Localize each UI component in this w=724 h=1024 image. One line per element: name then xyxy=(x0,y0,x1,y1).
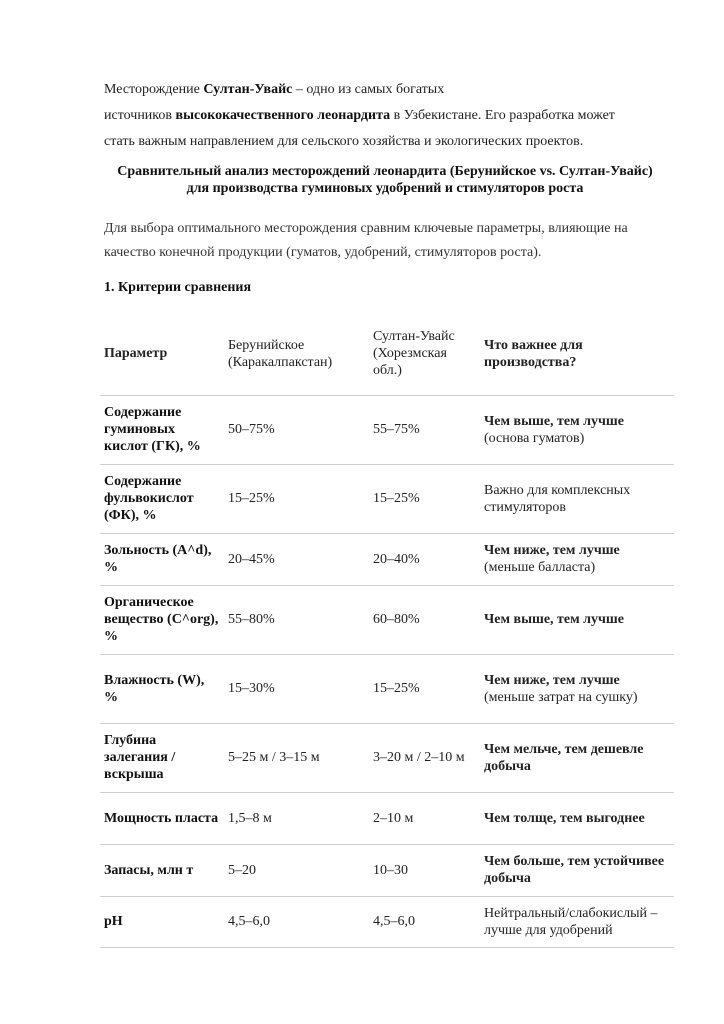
heading-line-1: Сравнительный анализ месторождений леонардита (Берунийское vs. Султан-Увайс) xyxy=(117,164,653,179)
sultan-value-cell: 15–25% xyxy=(373,491,420,506)
beruni-value-cell: 20–45% xyxy=(228,551,275,567)
header-sultan-uvais: Султан-Увайс (Хорезмская обл.) xyxy=(373,329,455,379)
heading-line-2: для производства гуминовых удобрений и стимуляторов роста xyxy=(186,181,584,196)
table-row xyxy=(100,533,674,585)
importance-cell xyxy=(480,896,674,947)
importance-note: (основа гуматов) xyxy=(484,430,585,446)
beruni-value-cell: 50–75% xyxy=(228,422,275,437)
sultan-value-cell: 4,5–6,0 xyxy=(373,914,415,929)
beruni-value-cell: 15–30% xyxy=(228,681,275,696)
beruni-value-cell: 4,5–6,0 xyxy=(228,914,270,929)
sultan-value-cell: 10–30 xyxy=(373,862,408,878)
sultan-value-cell: 3–20 м / 2–10 м xyxy=(373,750,465,765)
beruni-value-cell: 1,5–8 м xyxy=(228,810,272,826)
parameter-cell: Содержание фульвокислот (ФК), % xyxy=(104,474,194,523)
importance-emphasis: Чем мельче, тем дешевле добыча xyxy=(484,741,644,774)
intro-bold-leonardite: высококачественного леонардита xyxy=(175,108,391,123)
intro-text: стать важным направлением для сельского хозяйства и экологических проектов. xyxy=(104,134,584,149)
table-row xyxy=(100,395,674,464)
parameter-cell: Влажность (W), % xyxy=(104,672,205,705)
beruni-value-cell: 5–25 м / 3–15 м xyxy=(228,750,320,765)
parameter-cell: Зольность (A^d), % xyxy=(104,543,212,575)
header-importance: Что важнее для производства? xyxy=(484,337,583,370)
table-row xyxy=(100,585,674,654)
comparison-table xyxy=(100,313,674,948)
beruni-value-cell: 5–20 xyxy=(228,862,256,878)
table-body xyxy=(100,395,674,947)
importance-cell xyxy=(480,844,674,896)
parameter-cell: Глубина залегания / вскрыша xyxy=(104,733,176,782)
body-paragraph: Для выбора оптимального месторождения сравним ключевые параметры, влияющие на качество конечной продукции (гуматов, удобрений, стимуляторов роста). xyxy=(104,221,628,260)
sultan-value-cell: 2–10 м xyxy=(373,810,414,826)
importance-emphasis: Чем ниже, тем лучше xyxy=(484,672,620,688)
importance-note: Важно для комплексных стимуляторов xyxy=(484,482,631,515)
importance-cell xyxy=(480,585,674,654)
parameter-cell: Органическое вещество (C^org), % xyxy=(104,595,219,644)
header-parameter: Параметр xyxy=(104,346,168,362)
table-row xyxy=(100,844,674,896)
intro-text: в Узбекистане. Его разработка может xyxy=(390,108,615,123)
importance-cell xyxy=(480,792,674,844)
importance-cell xyxy=(480,464,674,533)
table-row xyxy=(100,896,674,947)
parameter-cell: Мощность пласта xyxy=(104,810,219,826)
importance-cell xyxy=(480,395,674,464)
intro-text: Месторождение xyxy=(104,82,204,97)
table-row xyxy=(100,654,674,723)
importance-note: Нейтральный/слабокислый – лучше для удобрений xyxy=(484,905,658,938)
importance-note: (меньше балласта) xyxy=(484,560,596,575)
table-row xyxy=(100,464,674,533)
intro-text: источников xyxy=(104,108,176,123)
importance-emphasis: Чем больше, тем устойчивее добыча xyxy=(484,854,665,886)
intro-paragraph xyxy=(104,77,674,155)
table-row xyxy=(100,723,674,792)
parameter-cell: Запасы, млн т xyxy=(104,862,194,878)
sultan-value-cell: 55–75% xyxy=(373,422,420,437)
importance-cell xyxy=(480,654,674,723)
importance-cell xyxy=(480,533,674,585)
importance-note: (меньше затрат на сушку) xyxy=(484,689,638,705)
intro-text: – одно из самых богатых xyxy=(292,82,445,97)
beruni-value-cell: 55–80% xyxy=(228,612,275,627)
importance-emphasis: Чем ниже, тем лучше xyxy=(484,543,620,558)
sultan-value-cell: 20–40% xyxy=(373,551,420,567)
sultan-value-cell: 60–80% xyxy=(373,612,420,627)
importance-cell xyxy=(480,723,674,792)
sultan-value-cell: 15–25% xyxy=(373,681,420,696)
table-header-row xyxy=(100,313,674,395)
intro-bold-deposit: Султан-Увайс xyxy=(203,82,293,97)
header-beruni: Берунийское (Каракалпакстан) xyxy=(228,337,333,370)
table-row xyxy=(100,792,674,844)
beruni-value-cell: 15–25% xyxy=(228,491,275,506)
document-heading xyxy=(96,163,674,197)
parameter-cell: pH xyxy=(104,914,123,929)
importance-emphasis: Чем выше, тем лучше xyxy=(484,612,624,627)
parameter-cell: Содержание гуминовых кислот (ГК), % xyxy=(104,405,201,454)
importance-emphasis: Чем выше, тем лучше xyxy=(484,413,624,429)
importance-emphasis: Чем толще, тем выгоднее xyxy=(484,810,645,826)
section-title: 1. Критерии сравнения xyxy=(104,280,252,295)
